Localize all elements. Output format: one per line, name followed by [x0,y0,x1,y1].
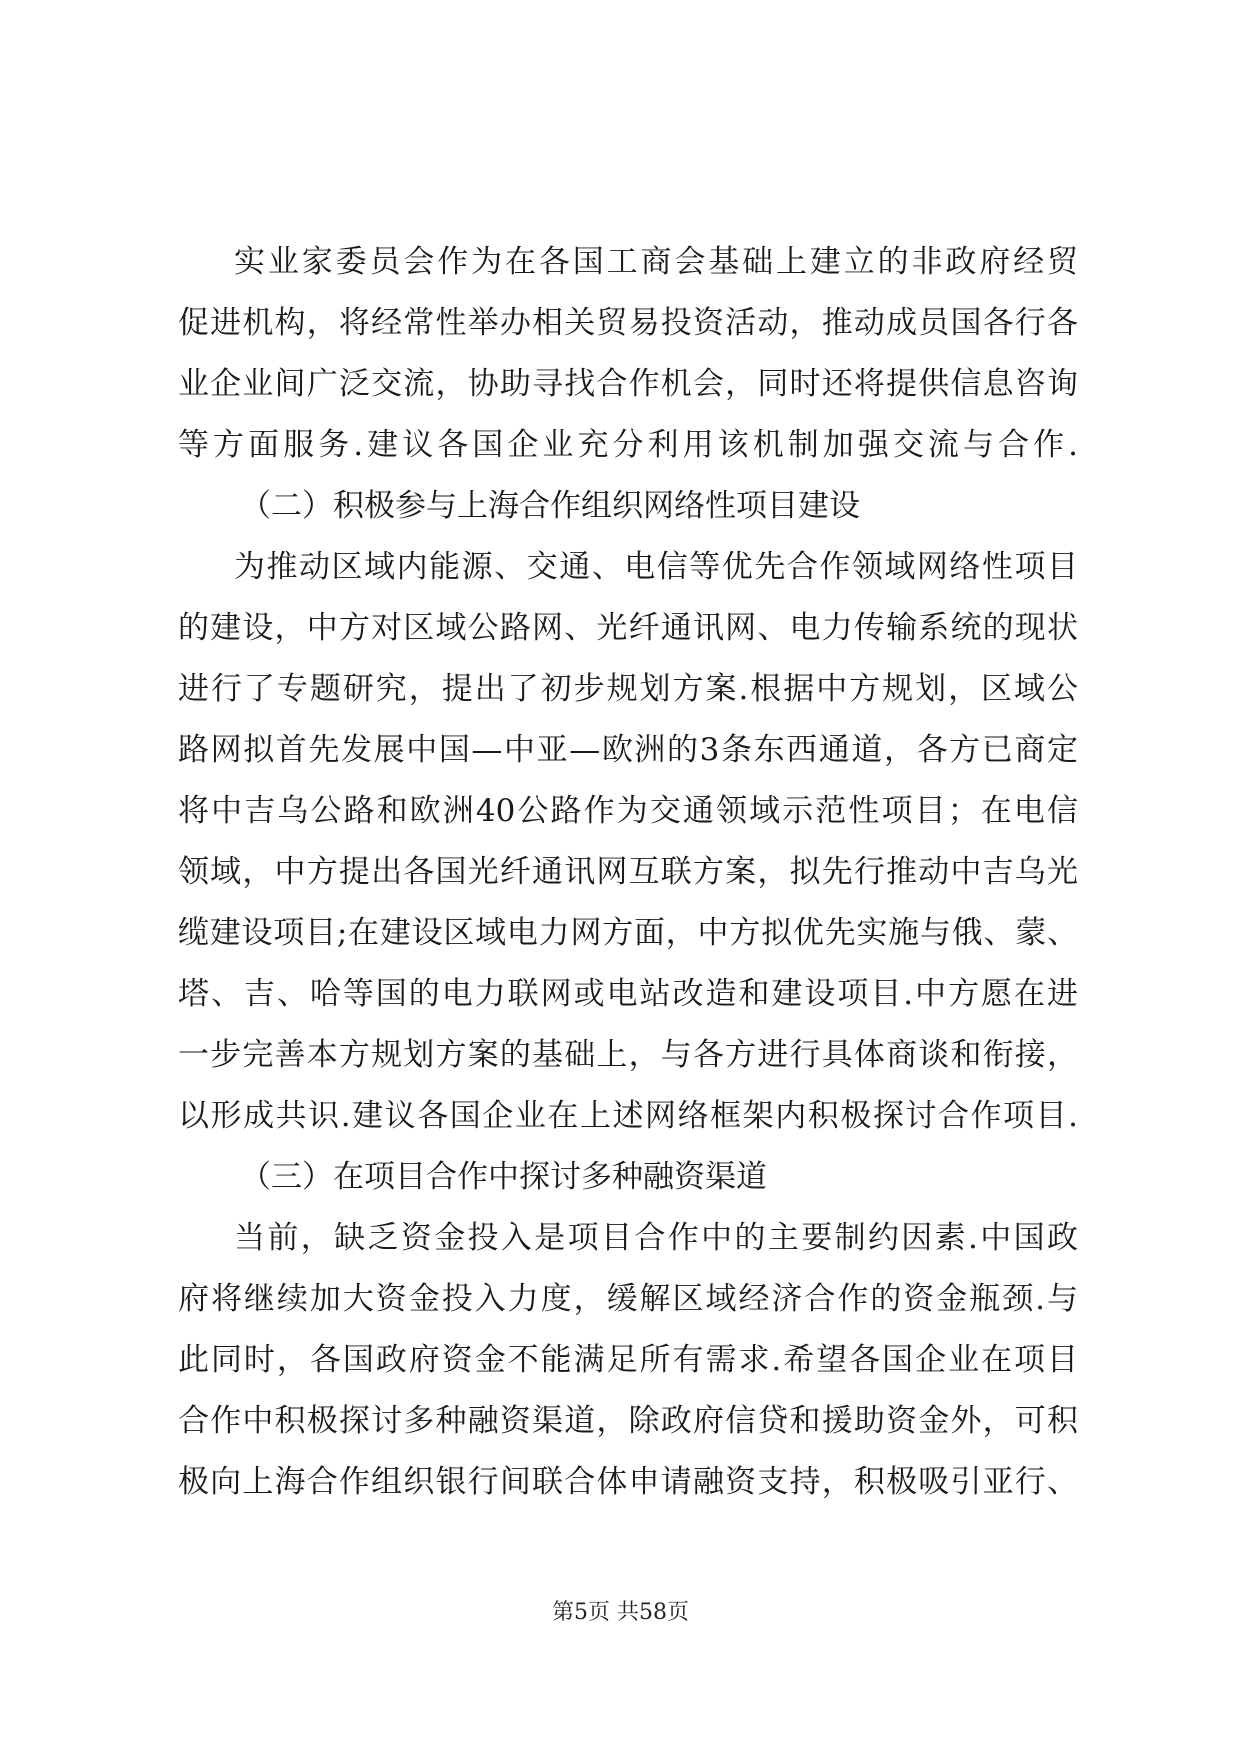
paragraph-line: 等方面服务.建议各国企业充分利用该机制加强交流与合作. [178,427,1078,463]
paragraph-line: 合作中积极探讨多种融资渠道，除政府信贷和援助资金外，可积 [178,1403,1078,1439]
section-heading: （三）在项目合作中探讨多种融资渠道 [240,1159,767,1195]
paragraph-line: 促进机构，将经常性举办相关贸易投资活动，推动成员国各行各 [178,305,1078,341]
paragraph-line: 缆建设项目;在建设区域电力网方面，中方拟优先实施与俄、蒙、 [178,915,1078,951]
paragraph-line: 塔、吉、哈等国的电力联网或电站改造和建设项目.中方愿在进 [178,976,1078,1012]
paragraph-line: 此同时，各国政府资金不能满足所有需求.希望各国企业在项目 [178,1342,1078,1378]
paragraph-line: 的建设，中方对区域公路网、光纤通讯网、电力传输系统的现状 [178,610,1078,646]
paragraph-line: 领域，中方提出各国光纤通讯网互联方案，拟先行推动中吉乌光 [178,854,1078,890]
paragraph-line: 府将继续加大资金投入力度，缓解区域经济合作的资金瓶颈.与 [178,1281,1078,1317]
paragraph-line: 当前，缺乏资金投入是项目合作中的主要制约因素.中国政 [234,1220,1078,1256]
paragraph-line: 一步完善本方规划方案的基础上，与各方进行具体商谈和衔接， [178,1037,1078,1073]
paragraph-line: 实业家委员会作为在各国工商会基础上建立的非政府经贸 [234,244,1078,280]
paragraph-line: 以形成共识.建议各国企业在上述网络框架内积极探讨合作项目. [178,1098,1078,1134]
page-footer: 第5页 共58页 [552,1600,689,1625]
section-heading: （二）积极参与上海合作组织网络性项目建设 [240,488,860,524]
paragraph-line: 路网拟首先发展中国—中亚—欧洲的3条东西通道，各方已商定 [178,732,1078,768]
paragraph-line: 进行了专题研究，提出了初步规划方案.根据中方规划，区域公 [178,671,1078,707]
paragraph-line: 为推动区域内能源、交通、电信等优先合作领域网络性项目 [234,549,1078,585]
paragraph-line: 业企业间广泛交流，协助寻找合作机会，同时还将提供信息咨询 [178,366,1078,402]
paragraph-line: 极向上海合作组织银行间联合体申请融资支持，积极吸引亚行、 [178,1464,1078,1500]
body-text [178,232,1078,1513]
paragraph-line: 将中吉乌公路和欧洲40公路作为交通领域示范性项目；在电信 [178,793,1078,829]
